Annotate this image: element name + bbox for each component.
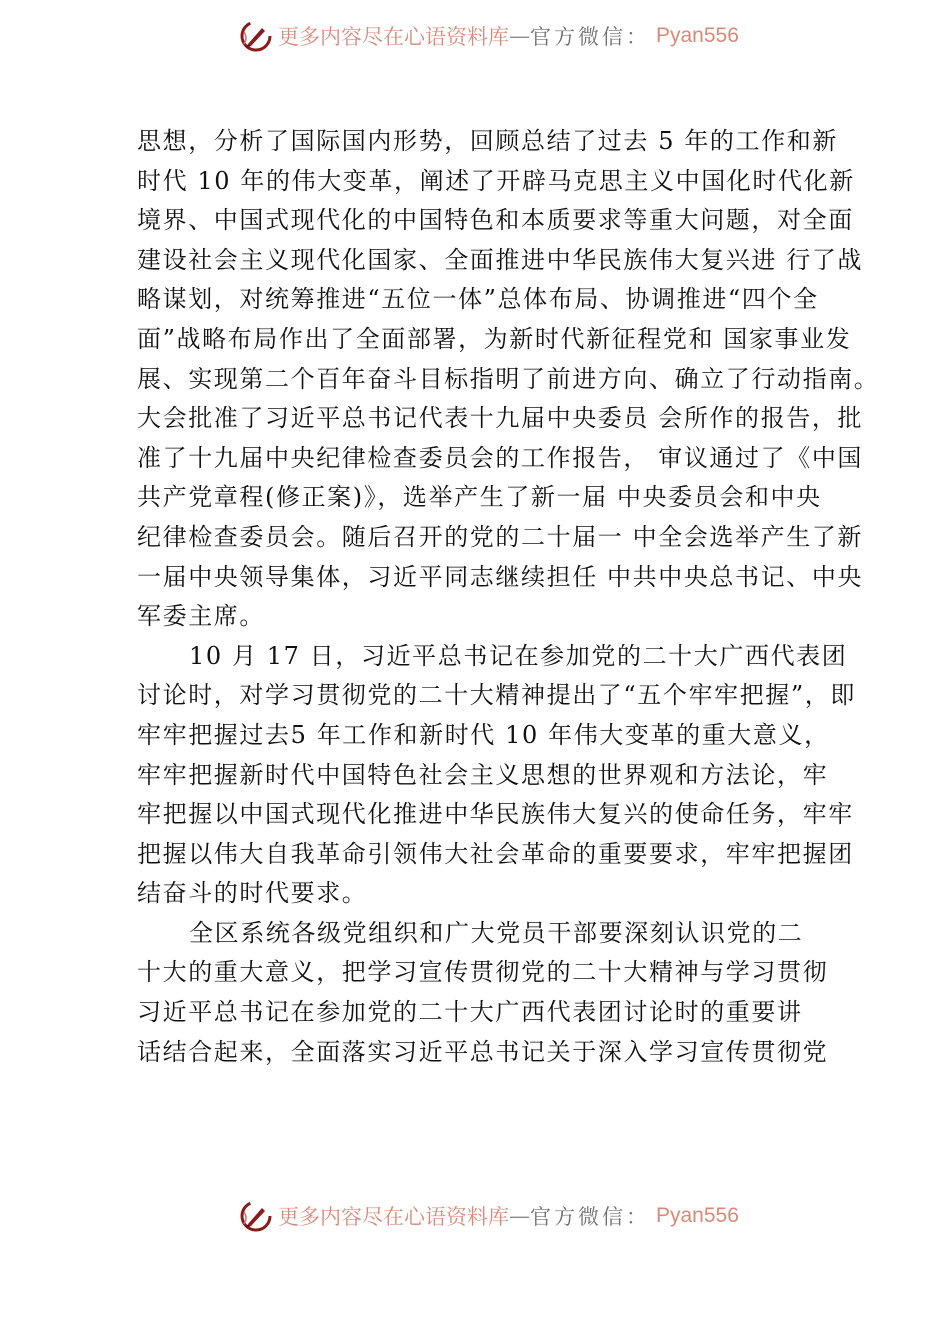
text-line: 习近平总书记在参加党的二十大广西代表团讨论时的重要讲: [137, 998, 803, 1027]
text-line: 十大的重大意义，把学习宣传贯彻党的二十大精神与学习贯彻: [137, 958, 829, 987]
text-line: 面”战略布局作出了全面部署，为新时代新征程党和 国家事业发: [137, 324, 852, 353]
banner-main-text: 更多内容尽在心语资料库: [278, 25, 509, 49]
text-line: 牢牢把握新时代中国特色社会主义思想的世界观和方法论，牢: [137, 760, 829, 789]
text-line: 牢牢把握过去5 年工作和新时代 10 年伟大变革的重大意义，: [137, 720, 830, 749]
text-line: 境界、中国式现代化的中国特色和本质要求等重大问题，对全面: [137, 206, 854, 235]
text-line: 时代 10 年的伟大变革，阐述了开辟马克思主义中国化时代化新: [137, 166, 855, 195]
banner-main-text: 更多内容尽在心语资料库: [278, 1205, 509, 1229]
header-banner: [238, 16, 739, 56]
footer-banner: [238, 1196, 739, 1236]
text-line: 一届中央领导集体，习近平同志继续担任 中共中央总书记、中央: [137, 562, 864, 591]
text-line: 准了十九届中央纪律检查委员会的工作报告， 审议通过了《中国: [137, 443, 864, 472]
text-line: 大会批准了习近平总书记代表十九届中央委员 会所作的报告，批: [137, 404, 864, 433]
text-line: 10 月 17 日，习近平总书记在参加党的二十大广西代表团: [189, 641, 848, 670]
text-line: 思想，分析了国际国内形势，回顾总结了过去 5 年的工作和新: [137, 127, 838, 155]
text-line: 牢把握以中国式现代化推进中华民族伟大复兴的使命任务，牢牢: [137, 800, 854, 829]
banner-wechat-label: 官方微信：: [530, 1205, 650, 1229]
text-line: 讨论时，对学习贯彻党的二十大精神提出了“五个牢牢把握”，即: [137, 681, 856, 710]
document-body: [137, 122, 880, 1072]
text-line: 展、实现第二个百年奋斗目标指明了前进方向、确立了行动指南。: [137, 364, 880, 393]
text-line: 把握以伟大自我革命引领伟大社会革命的重要要求，牢牢把握团: [137, 839, 854, 868]
paragraph-3: [137, 914, 837, 1072]
paragraph-2: [137, 637, 856, 914]
text-line: 军委主席。: [137, 602, 265, 631]
text-line: 共产党章程(修正案)》，选举产生了新一届 中央委员会和中央: [137, 483, 822, 512]
banner-wechat-id: Pyan556: [656, 1204, 739, 1227]
banner-dash: —: [509, 1204, 530, 1228]
text-line: 纪律检查委员会。随后召开的党的二十届一 中全会选举产生了新: [137, 522, 864, 551]
banner-wechat-id: Pyan556: [656, 24, 739, 47]
text-line: 结奋斗的时代要求。: [137, 879, 368, 908]
text-line: 建设社会主义现代化国家、全面推进中华民族伟大复兴进 行了战: [137, 245, 864, 274]
quill-pen-logo-icon: [238, 18, 274, 54]
banner-dash: —: [509, 24, 530, 48]
text-line: 略谋划，对统筹推进“五位一体”总体布局、协调推进“四个全: [137, 285, 819, 314]
text-line: 话结合起来，全面落实习近平总书记关于深入学习宣传贯彻党: [137, 1037, 829, 1066]
quill-pen-logo-icon: [238, 1198, 274, 1234]
paragraph-1: [137, 122, 880, 637]
text-line: 全区系统各级党组织和广大党员干部要深刻认识党的二: [189, 918, 804, 947]
banner-wechat-label: 官方微信：: [530, 25, 650, 49]
